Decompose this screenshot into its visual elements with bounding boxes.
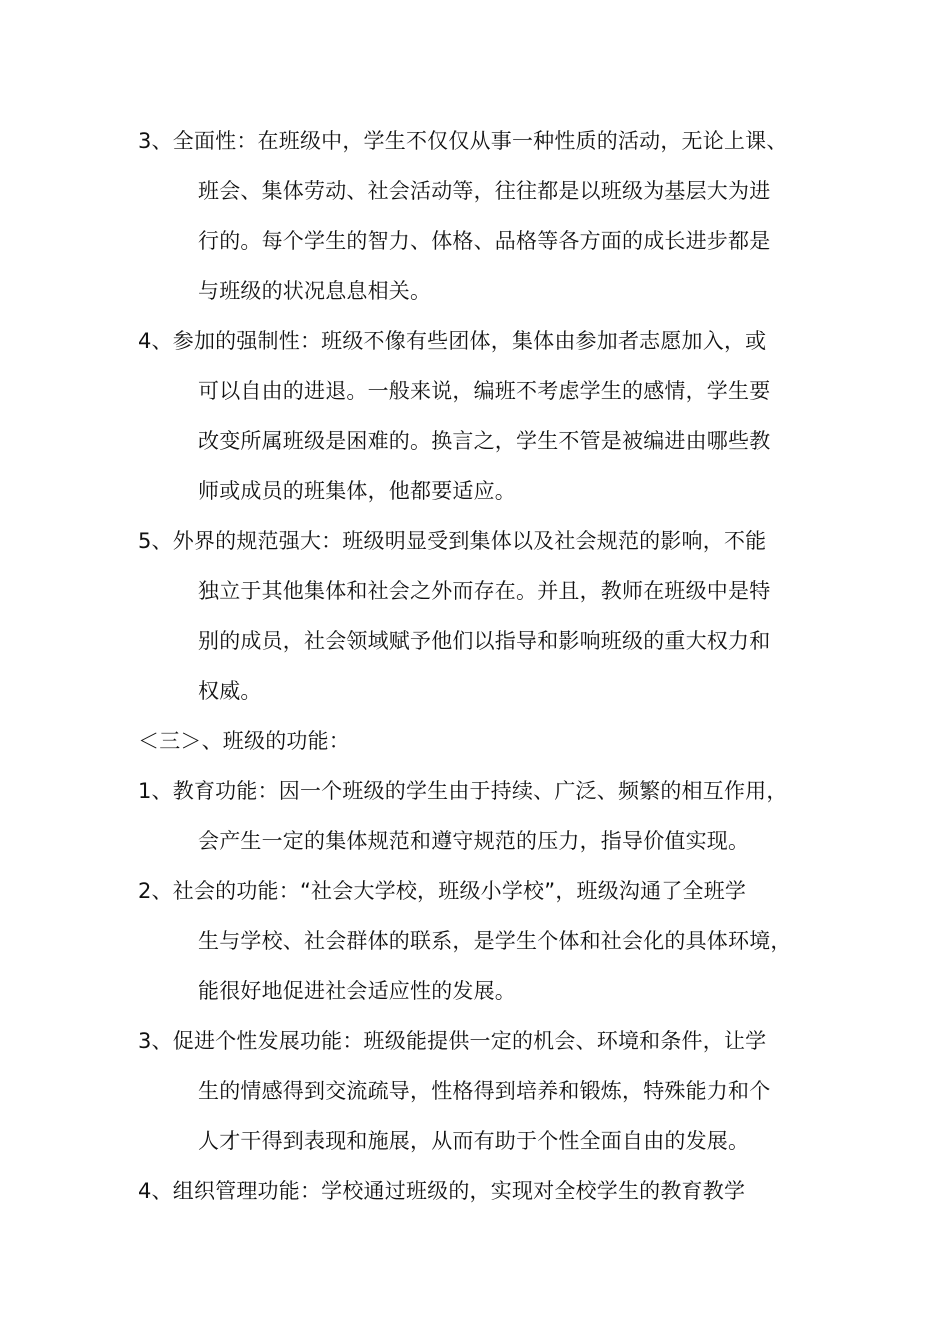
text-line: 会产生一定的集体规范和遵守规范的压力，指导价值实现。 <box>198 829 750 853</box>
list-item-external-norms <box>138 516 818 716</box>
text-line: 3、促进个性发展功能：班级能提供一定的机会、环境和条件，让学 <box>138 1029 767 1053</box>
text-line: 别的成员，社会领域赋予他们以指导和影响班级的重大权力和 <box>198 629 771 653</box>
list-item-social-function <box>138 866 818 1016</box>
text-line: 4、组织管理功能：学校通过班级的，实现对全校学生的教育教学 <box>138 1179 746 1203</box>
section-heading-class-functions <box>138 716 818 766</box>
text-line: 与班级的状况息息相关。 <box>198 279 432 303</box>
text-line: 2、社会的功能：“社会大学校，班级小学校”，班级沟通了全班学 <box>138 879 747 903</box>
list-item-management-function <box>138 1166 818 1216</box>
text-line: 1、教育功能：因一个班级的学生由于持续、广泛、频繁的相互作用， <box>138 779 788 803</box>
text-line: 人才干得到表现和施展，从而有助于个性全面自由的发展。 <box>198 1129 750 1153</box>
list-item-education-function <box>138 766 818 866</box>
text-line: 能很好地促进社会适应性的发展。 <box>198 979 516 1003</box>
section-heading: ＜三＞、班级的功能： <box>138 729 350 753</box>
text-line: 4、参加的强制性：班级不像有些团体，集体由参加者志愿加入，或 <box>138 329 767 353</box>
text-line: 可以自由的进退。一般来说，编班不考虑学生的感情，学生要 <box>198 379 771 403</box>
list-item-compulsory-participation <box>138 316 818 516</box>
text-line: 班会、集体劳动、社会活动等，往往都是以班级为基层大为进 <box>198 179 771 203</box>
text-line: 5、外界的规范强大：班级明显受到集体以及社会规范的影响，不能 <box>138 529 767 553</box>
text-line: 生与学校、社会群体的联系，是学生个体和社会化的具体环境， <box>198 929 792 953</box>
text-line: 行的。每个学生的智力、体格、品格等各方面的成长进步都是 <box>198 229 771 253</box>
list-item-personality-function <box>138 1016 818 1166</box>
document-body <box>138 116 818 1216</box>
text-line: 3、全面性：在班级中，学生不仅仅从事一种性质的活动，无论上课、 <box>138 129 788 153</box>
text-line: 改变所属班级是困难的。换言之，学生不管是被编进由哪些教 <box>198 429 771 453</box>
text-line: 师或成员的班集体，他都要适应。 <box>198 479 516 503</box>
text-line: 权威。 <box>198 679 262 703</box>
text-line: 独立于其他集体和社会之外而存在。并且，教师在班级中是特 <box>198 579 771 603</box>
text-line: 生的情感得到交流疏导，性格得到培养和锻炼，特殊能力和个 <box>198 1079 771 1103</box>
list-item-comprehensiveness <box>138 116 818 316</box>
